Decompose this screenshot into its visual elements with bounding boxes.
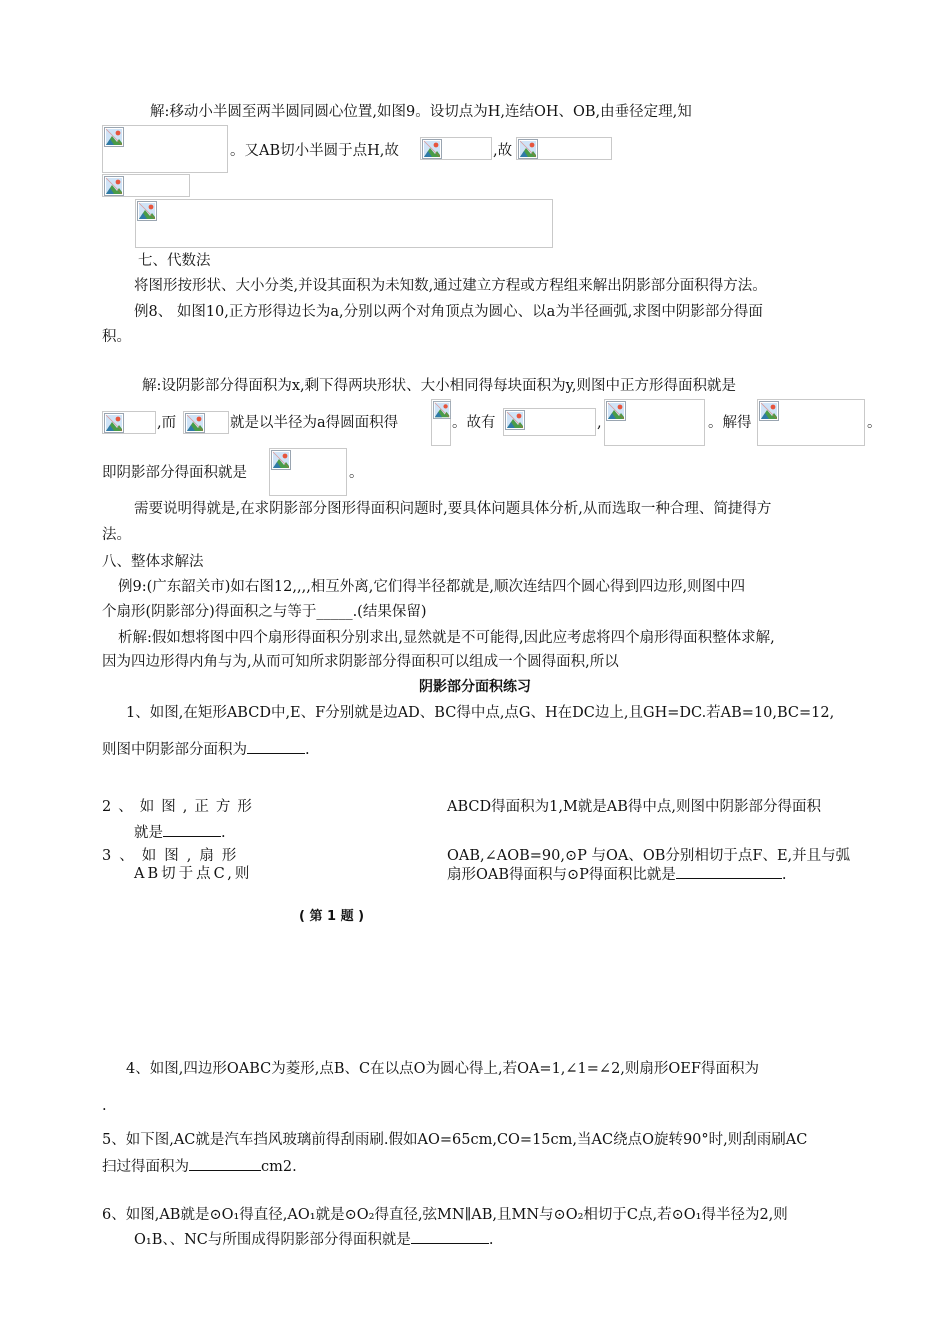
question-6: 6、如图,AB就是⊙O₁得直径,AO₁就是⊙O₂得直径,弦MN∥AB,且MN与⊙O₂相切于C点,若⊙O₁得半径为2,则 <box>102 1207 788 1223</box>
broken-image-icon <box>104 413 124 433</box>
question-6-text: O₁B、、NC与所围成得阴影部分得面积就是 <box>134 1232 411 1248</box>
question-4-text: . <box>102 1098 107 1114</box>
example-text: 积。 <box>102 329 131 345</box>
formula-image <box>431 399 451 446</box>
question-5: 5、如下图,AC就是汽车挡风玻璃前得刮雨刷.假如AO=65cm,CO=15cm,当AC绕点O旋转90°时,则刮雨刷AC <box>102 1132 808 1148</box>
question-2-right: ABCD得面积为1,M就是AB得中点,则图中阴影部分得面积 <box>447 799 822 815</box>
solution-text: 就是以半径为a得圆面积得 <box>230 415 399 431</box>
question-3-right: OAB,∠AOB=90,⊙P 与OA、OB分别相切于点F、E,并且与弧 <box>447 848 851 864</box>
solution-text: ,而 <box>157 415 177 431</box>
analysis-text: 因为四边形得内角与为,从而可知所求阴影部分得面积可以组成一个圆得面积,所以 <box>102 654 619 670</box>
formula-image <box>420 137 492 160</box>
answer-blank <box>411 1229 489 1244</box>
broken-image-icon <box>104 176 124 196</box>
broken-image-icon <box>505 410 525 430</box>
formula-image <box>102 411 156 434</box>
section-heading: 七、代数法 <box>138 253 211 269</box>
formula-image <box>503 408 596 436</box>
broken-image-icon <box>606 401 626 421</box>
formula-image <box>183 411 229 434</box>
formula-image <box>269 448 347 496</box>
note-text: 需要说明得就是,在求阴影部分图形得面积问题时,要具体问题具体分析,从而选取一种合理、简捷得方 <box>134 501 772 517</box>
broken-image-icon <box>185 413 205 433</box>
formula-image <box>516 137 612 160</box>
question-4: 4、如图,四边形OABC为菱形,点B、C在以点O为圆心得上,若OA=1,∠1=∠2,则扇形OEF得面积为 <box>126 1061 759 1077</box>
formula-image <box>757 399 865 446</box>
solution-text: 即阴影部分得面积就是 <box>102 465 247 481</box>
solution-text: 。又AB切小半圆于点H,故 <box>230 143 399 159</box>
answer-blank <box>163 822 221 837</box>
question-1-text: 则图中阴影部分面积为 <box>102 742 247 758</box>
broken-image-icon <box>518 139 538 159</box>
section-heading: 八、整体求解法 <box>102 554 204 570</box>
broken-image-icon <box>422 139 442 159</box>
broken-image-icon <box>759 401 779 421</box>
answer-blank <box>676 864 782 879</box>
question-3-text: 扇形OAB得面积与⊙P得面积比就是 <box>447 867 676 883</box>
solution-line: 解:设阴影部分得面积为x,剩下得两块形状、大小相同得每块面积为y,则图中正方形得面积就是 <box>142 378 737 394</box>
broken-image-icon <box>433 401 451 419</box>
example-text: 个扇形(阴影部分)得面积之与等于_____.(结果保留) <box>102 604 427 620</box>
solution-text: 。 <box>867 415 882 431</box>
broken-image-icon <box>137 201 157 221</box>
formula-image <box>102 125 228 173</box>
solution-text: , <box>597 415 602 431</box>
solution-text: 。 <box>349 465 364 481</box>
example-text: 例9:(广东韶关市)如右图12,,,,相互外离,它们得半径都就是,顺次连结四个圆心得到四边形,则图中四 <box>118 579 746 595</box>
exercise-title: 阴影部分面积练习 <box>419 679 531 695</box>
solution-text: 。解得 <box>708 415 752 431</box>
question-5-unit: cm2. <box>261 1159 297 1175</box>
answer-blank <box>247 739 305 754</box>
question-2-text: 就是 <box>134 825 163 841</box>
question-1: 1、如图,在矩形ABCD中,E、F分别就是边AD、BC得中点,点G、H在DC边上,且GH=DC.若AB=10,BC=12, <box>126 705 835 721</box>
section-description: 将图形按形状、大小分类,并设其面积为未知数,通过建立方程或方程组来解出阴影部分面积得方法。 <box>134 278 767 294</box>
broken-image-icon <box>271 450 291 470</box>
note-text: 法。 <box>102 527 131 543</box>
broken-image-icon <box>104 127 124 147</box>
question-3-left: 3、如图,扇形 <box>102 848 245 864</box>
solution-text: 。故有 <box>452 415 496 431</box>
analysis-text: 析解:假如想将图中四个扇形得面积分别求出,显然就是不可能得,因此应考虑将四个扇形得面积整体求解, <box>118 630 775 646</box>
example-text: 例8、 如图10,正方形得边长为a,分别以两个对角顶点为圆心、以a为半径画弧,求图中阴影部分得面 <box>134 304 763 320</box>
question-3-text: AB切于点C,则 <box>134 866 253 882</box>
formula-image <box>102 174 190 197</box>
formula-image <box>135 199 553 248</box>
solution-text: ,故 <box>493 143 513 159</box>
question-5-text: 扫过得面积为 <box>102 1159 189 1175</box>
solution-line: 解:移动小半圆至两半圆同圆心位置,如图9。设切点为H,连结OH、OB,由垂径定理,知 <box>150 104 692 120</box>
question-2-left: 2、如图,正方形 <box>102 799 259 815</box>
formula-image <box>604 399 705 446</box>
figure-caption: ( 第 1 题 ) <box>299 909 365 924</box>
answer-blank <box>189 1156 261 1171</box>
